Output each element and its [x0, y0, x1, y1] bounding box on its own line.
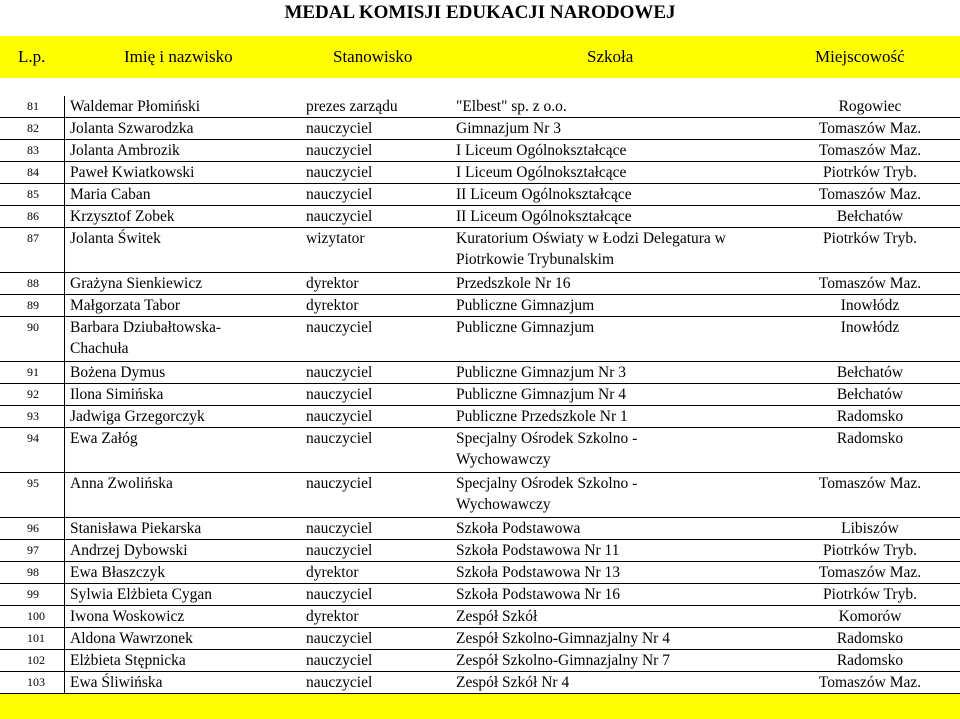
cell-city: Inowłódz: [840, 297, 900, 314]
cell-school: Publiczne Gimnazjum Nr 3: [456, 364, 627, 381]
table-body: [0, 96, 960, 694]
cell-lp: 94: [27, 431, 39, 445]
cell-position: nauczyciel: [306, 542, 373, 559]
cell-school: Zespół Szkół Nr 4: [456, 674, 570, 691]
cell-position: wizytator: [306, 230, 365, 247]
cell-name: Ewa Śliwińska: [70, 674, 163, 691]
cell-school: Publiczne Gimnazjum: [456, 297, 595, 314]
table-row: [0, 628, 960, 650]
cell-city: Bełchatów: [836, 364, 904, 381]
cell-school: "Elbest" sp. z o.o.: [456, 98, 567, 115]
cell-school: Publiczne Przedszkole Nr 1: [456, 408, 628, 425]
header-name: Imię i nazwisko: [124, 47, 233, 66]
table-row: [0, 206, 960, 228]
cell-name: Stanisława Piekarska: [70, 520, 202, 537]
cell-name: Ewa Błaszczyk: [70, 564, 166, 581]
cell-school: Zespół Szkolno-Gimnazjalny Nr 4: [456, 630, 670, 647]
cell-name: Jolanta Ambrozik: [70, 142, 180, 159]
cell-city: Tomaszów Maz.: [818, 475, 922, 492]
cell-school: Publiczne Gimnazjum: [456, 319, 595, 336]
cell-position: nauczyciel: [306, 586, 373, 603]
table-row: [0, 473, 960, 518]
cell-lp: 92: [27, 387, 39, 401]
cell-lp: 95: [27, 476, 39, 490]
cell-position: nauczyciel: [306, 120, 373, 137]
cell-school: Szkoła Podstawowa: [456, 520, 581, 537]
document-title: MEDAL KOMISJI EDUKACJI NARODOWEJ: [284, 2, 676, 23]
header-school: Szkoła: [587, 47, 634, 66]
table-row: [0, 672, 960, 694]
cell-position: nauczyciel: [306, 142, 373, 159]
cell-position: nauczyciel: [306, 674, 373, 691]
cell-position: nauczyciel: [306, 319, 373, 336]
header-lp: L.p.: [18, 47, 46, 66]
cell-lp: 102: [27, 653, 45, 667]
cell-name: Jolanta Świtek: [70, 230, 161, 247]
cell-name: Waldemar Płomiński: [70, 98, 201, 115]
cell-name: Jadwiga Grzegorczyk: [70, 408, 205, 425]
cell-school: Szkoła Podstawowa Nr 11: [456, 542, 620, 559]
table-row: [0, 606, 960, 628]
cell-name: Sylwia Elżbieta Cygan: [70, 586, 213, 603]
cell-city: Radomsko: [836, 630, 904, 647]
cell-name: Barbara Dziubałtowska-Chachuła: [70, 319, 222, 357]
cell-school: I Liceum Ogólnokształcące: [456, 142, 627, 159]
cell-name: Ilona Simińska: [70, 386, 164, 403]
cell-city: Radomsko: [836, 430, 904, 447]
cell-name: Bożena Dymus: [70, 364, 166, 381]
cell-position: nauczyciel: [306, 430, 373, 447]
cell-school: Gimnazjum Nr 3: [456, 120, 562, 137]
cell-position: nauczyciel: [306, 520, 373, 537]
table-row: [0, 184, 960, 206]
cell-position: dyrektor: [306, 297, 359, 314]
table-row: [0, 118, 960, 140]
cell-lp: 86: [27, 209, 39, 223]
cell-city: Tomaszów Maz.: [818, 142, 922, 159]
cell-city: Piotrków Tryb.: [823, 586, 917, 603]
cell-city: Piotrków Tryb.: [823, 542, 917, 559]
cell-city: Piotrków Tryb.: [823, 164, 917, 181]
cell-lp: 83: [27, 143, 39, 157]
cell-school: I Liceum Ogólnokształcące: [456, 164, 627, 181]
cell-position: dyrektor: [306, 275, 359, 292]
cell-position: nauczyciel: [306, 364, 373, 381]
cell-name: Paweł Kwiatkowski: [70, 164, 195, 181]
cell-position: nauczyciel: [306, 652, 373, 669]
cell-lp: 100: [27, 609, 45, 623]
cell-school: II Liceum Ogólnokształcące: [456, 208, 632, 225]
header-city: Miejscowość: [815, 47, 905, 66]
cell-lp: 101: [27, 631, 45, 645]
cell-school: Szkoła Podstawowa Nr 16: [456, 586, 621, 603]
cell-position: nauczyciel: [306, 408, 373, 425]
cell-lp: 99: [27, 587, 39, 601]
cell-lp: 84: [27, 165, 39, 179]
cell-lp: 87: [27, 231, 39, 245]
cell-city: Rogowiec: [838, 98, 902, 115]
cell-name: Ewa Załóg: [70, 430, 138, 447]
cell-city: Komorów: [838, 608, 902, 625]
cell-school: Kuratorium Oświaty w Łodzi Delegatura w Piotrkowie Trybunalskim: [456, 230, 726, 268]
cell-lp: 97: [27, 543, 39, 557]
cell-lp: 90: [27, 320, 39, 334]
cell-name: Iwona Woskowicz: [70, 608, 185, 625]
cell-lp: 85: [27, 187, 39, 201]
cell-lp: 96: [27, 521, 39, 535]
table-row: [0, 562, 960, 584]
table-row: [0, 406, 960, 428]
table-row: [0, 584, 960, 606]
cell-city: Bełchatów: [836, 208, 904, 225]
table-row: [0, 518, 960, 540]
table-row: [0, 140, 960, 162]
table-row: [0, 384, 960, 406]
cell-position: nauczyciel: [306, 186, 373, 203]
cell-lp: 103: [27, 675, 45, 689]
table-row: [0, 96, 960, 118]
table-row: [0, 228, 960, 273]
cell-lp: 91: [27, 365, 39, 379]
cell-position: dyrektor: [306, 608, 359, 625]
cell-lp: 88: [27, 276, 39, 290]
cell-lp: 98: [27, 565, 39, 579]
table-row: [0, 650, 960, 672]
cell-name: Krzysztof Zobek: [70, 208, 175, 225]
cell-name: Andrzej Dybowski: [70, 542, 188, 559]
cell-city: Bełchatów: [836, 386, 904, 403]
cell-lp: 93: [27, 409, 39, 423]
table-row: [0, 273, 960, 295]
table-row: [0, 162, 960, 184]
cell-name: Elżbieta Stępnicka: [70, 652, 186, 669]
cell-name: Jolanta Szwarodzka: [70, 120, 194, 137]
table-row: [0, 540, 960, 562]
cell-city: Tomaszów Maz.: [818, 186, 922, 203]
cell-lp: 81: [27, 99, 39, 113]
cell-lp: 82: [27, 121, 39, 135]
cell-city: Inowłódz: [840, 319, 900, 336]
cell-position: nauczyciel: [306, 164, 373, 181]
cell-school: Zespół Szkolno-Gimnazjalny Nr 7: [456, 652, 670, 669]
cell-city: Libiszów: [841, 520, 899, 537]
cell-name: Małgorzata Tabor: [70, 297, 181, 314]
cell-name: Grażyna Sienkiewicz: [70, 275, 203, 292]
cell-city: Tomaszów Maz.: [818, 564, 922, 581]
cell-position: dyrektor: [306, 564, 359, 581]
cell-school: Zespół Szkół: [456, 608, 538, 625]
table-row: [0, 317, 960, 362]
cell-city: Tomaszów Maz.: [818, 275, 922, 292]
cell-school: Specjalny Ośrodek Szkolno - Wychowawczy: [456, 430, 638, 468]
table-header: [0, 36, 960, 78]
cell-position: nauczyciel: [306, 386, 373, 403]
table-row: [0, 362, 960, 384]
cell-name: Maria Caban: [70, 186, 151, 203]
cell-name: Aldona Wawrzonek: [70, 630, 193, 647]
cell-school: Publiczne Gimnazjum Nr 4: [456, 386, 627, 403]
cell-position: nauczyciel: [306, 208, 373, 225]
cell-school: Specjalny Ośrodek Szkolno - Wychowawczy: [456, 475, 638, 513]
header-position: Stanowisko: [333, 47, 413, 66]
cell-school: Szkoła Podstawowa Nr 13: [456, 564, 621, 581]
cell-position: prezes zarządu: [306, 98, 398, 115]
cell-city: Radomsko: [836, 652, 904, 669]
cell-school: Przedszkole Nr 16: [456, 275, 571, 292]
cell-city: Radomsko: [836, 408, 904, 425]
cell-lp: 89: [27, 298, 39, 312]
cell-city: Tomaszów Maz.: [818, 674, 922, 691]
table-row: [0, 295, 960, 317]
footer-strip: [0, 694, 960, 719]
cell-name: Anna Zwolińska: [70, 475, 173, 492]
cell-school: II Liceum Ogólnokształcące: [456, 186, 632, 203]
cell-position: nauczyciel: [306, 630, 373, 647]
cell-city: Piotrków Tryb.: [823, 230, 917, 247]
cell-city: Tomaszów Maz.: [818, 120, 922, 137]
table-row: [0, 428, 960, 473]
cell-position: nauczyciel: [306, 475, 373, 492]
